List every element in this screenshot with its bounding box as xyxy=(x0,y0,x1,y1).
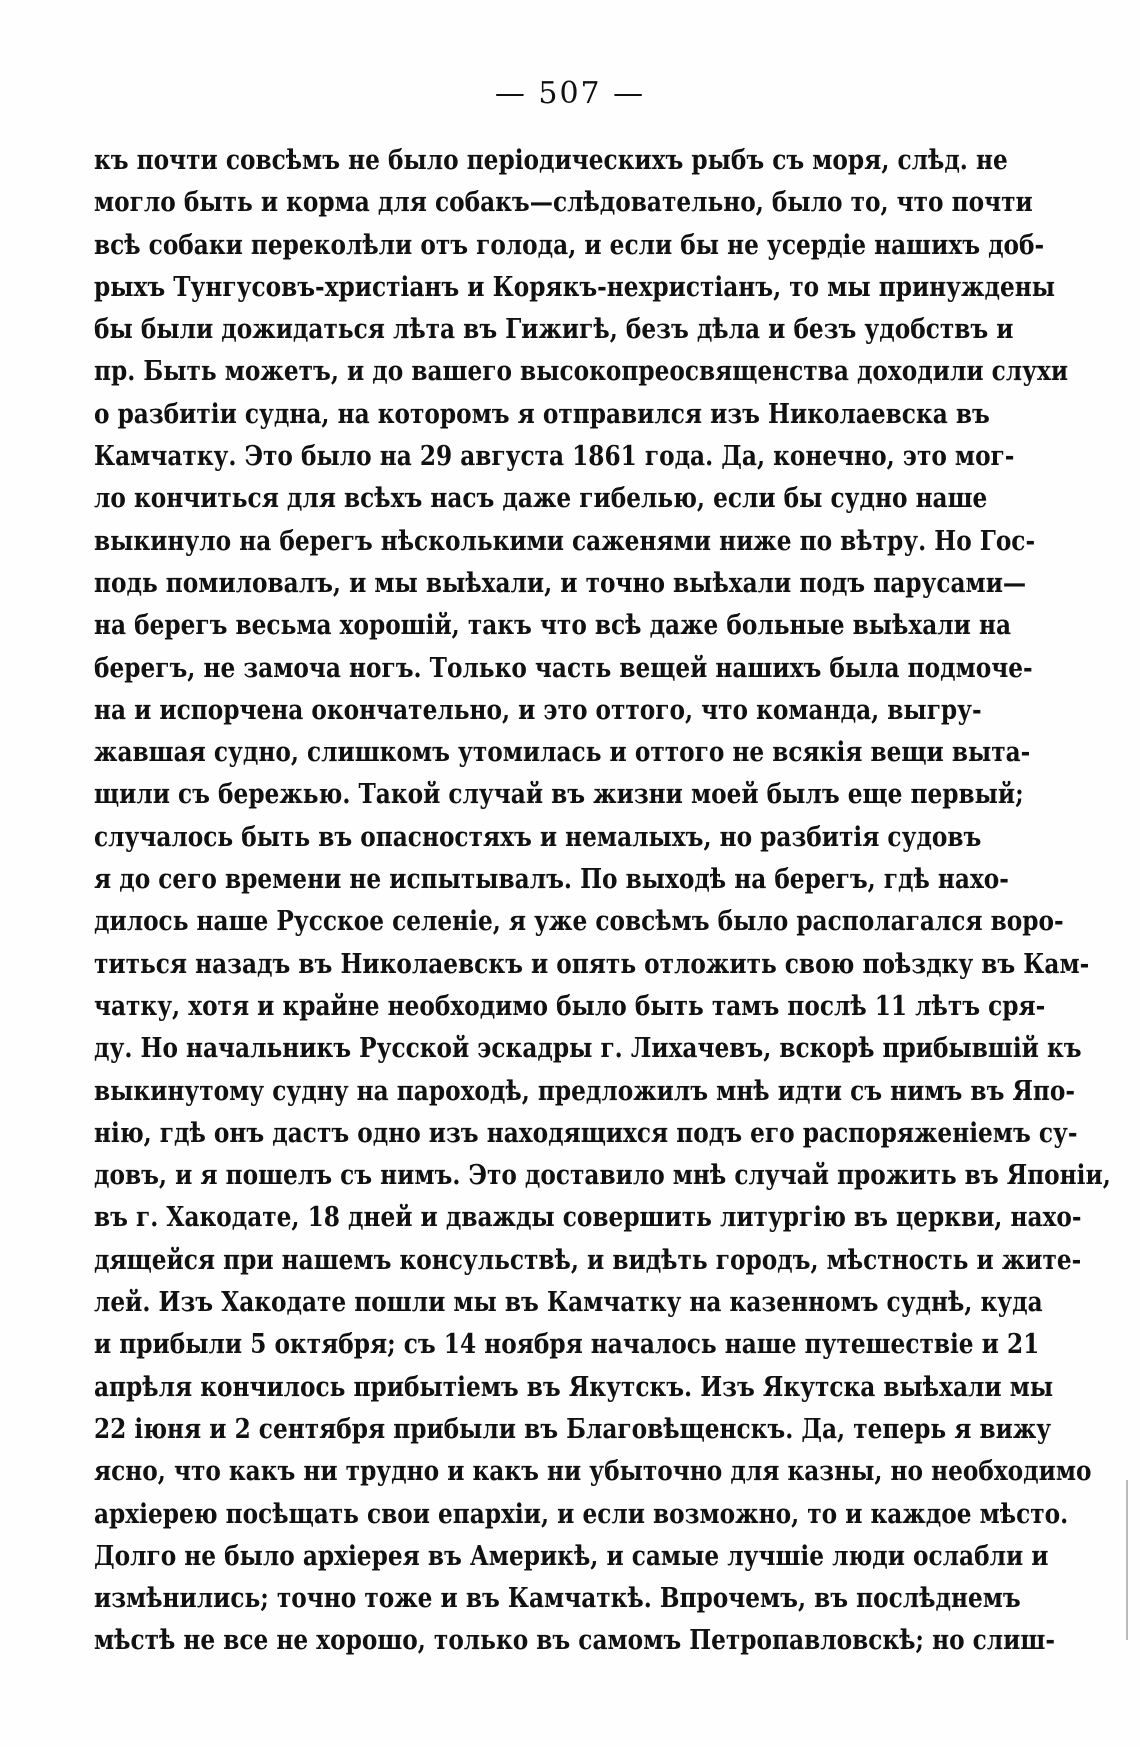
text-line: нію, гдѣ онъ дастъ одно изъ находящихся подъ его распоряженіемъ су- xyxy=(94,1117,1078,1149)
text-line: къ почти совсѣмъ не было періодическихъ рыбъ съ моря, слѣд. не xyxy=(94,145,1008,176)
text-line: измѣнились; точно тоже и въ Камчаткѣ. Впрочемъ, въ послѣднемъ xyxy=(94,1583,1021,1615)
text-line: дящейся при нашемъ консульствѣ, и видѣть городъ, мѣстность и жите- xyxy=(94,1244,1082,1276)
text-line: рыхъ Тунгусовъ-христіанъ и Корякъ-нехристіанъ, то мы принуждены xyxy=(94,271,1056,303)
text-line: ду. Но начальникъ Русской эскадры г. Лихачевъ, вскорѣ прибывшій къ xyxy=(94,1033,1082,1065)
text-line: Долго не было архіерея въ Америкѣ, и самые лучшіе люди ослабли и xyxy=(94,1540,1049,1572)
text-line: щили съ бережью. Такой случай въ жизни моей былъ еще первый; xyxy=(94,779,1024,811)
text-line: титься назадъ въ Николаевскъ и опять отложить свою поѣздку въ Кам- xyxy=(94,948,1090,980)
text-line: подь помиловалъ, и мы выѣхали, и точно выѣхали подъ парусами— xyxy=(94,567,1027,599)
text-line: пр. Быть можетъ, и до вашего высокопреосвященства доходили слухи xyxy=(94,356,1069,388)
text-line: о разбитіи судна, на которомъ я отправился изъ Николаевска въ xyxy=(94,398,990,430)
text-line: 22 іюня и 2 сентября прибыли въ Благовѣщенскъ. Да, теперь я вижу xyxy=(94,1413,1052,1445)
text-line: на и испорчена окончательно, и это оттого, что команда, выгру- xyxy=(94,694,982,726)
text-line: ясно, что какъ ни трудно и какъ ни убыточно для казны, но необходимо xyxy=(94,1456,1092,1488)
text-line: могло быть и корма для собакъ—слѣдовательно, было то, что почти xyxy=(94,187,1033,219)
text-line: въ г. Хакодате, 18 дней и дважды совершить литургію въ церкви, нахо- xyxy=(94,1202,1082,1234)
text-line: дилось наше Русское селеніе, я уже совсѣмъ было располагался воро- xyxy=(94,906,1064,938)
text-line: довъ, и я пошелъ съ нимъ. Это доставило мнѣ случай прожить въ Японіи, xyxy=(94,1160,1111,1192)
text-line: мѣстѣ не все не хорошо, только въ самомъ Петропавловскѣ; но слиш- xyxy=(94,1625,1055,1657)
text-line: на берегъ весьма хорошій, такъ что всѣ даже больные выѣхали на xyxy=(94,610,1011,642)
text-line: и прибыли 5 октября; съ 14 ноября началось наше путешествіе и 21 xyxy=(94,1329,1040,1361)
text-line: лей. Изъ Хакодате пошли мы въ Камчатку на казенномъ суднѣ, куда xyxy=(94,1287,1043,1319)
text-line: бы были дожидаться лѣта въ Гижигѣ, безъ дѣла и безъ удобствъ и xyxy=(94,314,1014,346)
text-line: ло кончиться для всѣхъ насъ даже гибелью, если бы судно наше xyxy=(94,483,988,515)
text-line: жавшая судно, слишкомъ утомилась и оттого не всякія вещи выта- xyxy=(94,737,1031,769)
text-line: чатку, хотя и крайне необходимо было быть тамъ послѣ 11 лѣтъ сря- xyxy=(94,990,1046,1022)
scan-edge-mark xyxy=(1126,1480,1128,1640)
text-line: Камчатку. Это было на 29 августа 1861 года. Да, конечно, это мог- xyxy=(94,441,1015,473)
text-line: всѣ собаки переколѣли отъ голода, и если бы не усердіе нашихъ доб- xyxy=(94,229,1045,261)
text-line: выкинуло на берегъ нѣсколькими саженями ниже по вѣтру. Но Гос- xyxy=(94,525,1036,557)
text-line: я до сего времени не испытывалъ. По выходѣ на берегъ, гдѣ нахо- xyxy=(94,864,1009,896)
text-line: случалось быть въ опасностяхъ и немалыхъ, но разбитія судовъ xyxy=(94,821,982,853)
page-number: — 507 — xyxy=(494,76,646,111)
text-line: берегъ, не замоча ногъ. Только часть вещей нашихъ была подмоче- xyxy=(94,652,1033,684)
text-line: архіерею посѣщать свои епархіи, и если возможно, то и каждое мѣсто. xyxy=(94,1498,1069,1530)
body-text xyxy=(94,140,1111,1663)
text-line: выкинутому судну на пароходѣ, предложилъ мнѣ идти съ нимъ въ Япо- xyxy=(94,1075,1076,1107)
text-line: апрѣля кончилось прибытіемъ въ Якутскъ. Изъ Якутска выѣхали мы xyxy=(94,1371,1054,1403)
